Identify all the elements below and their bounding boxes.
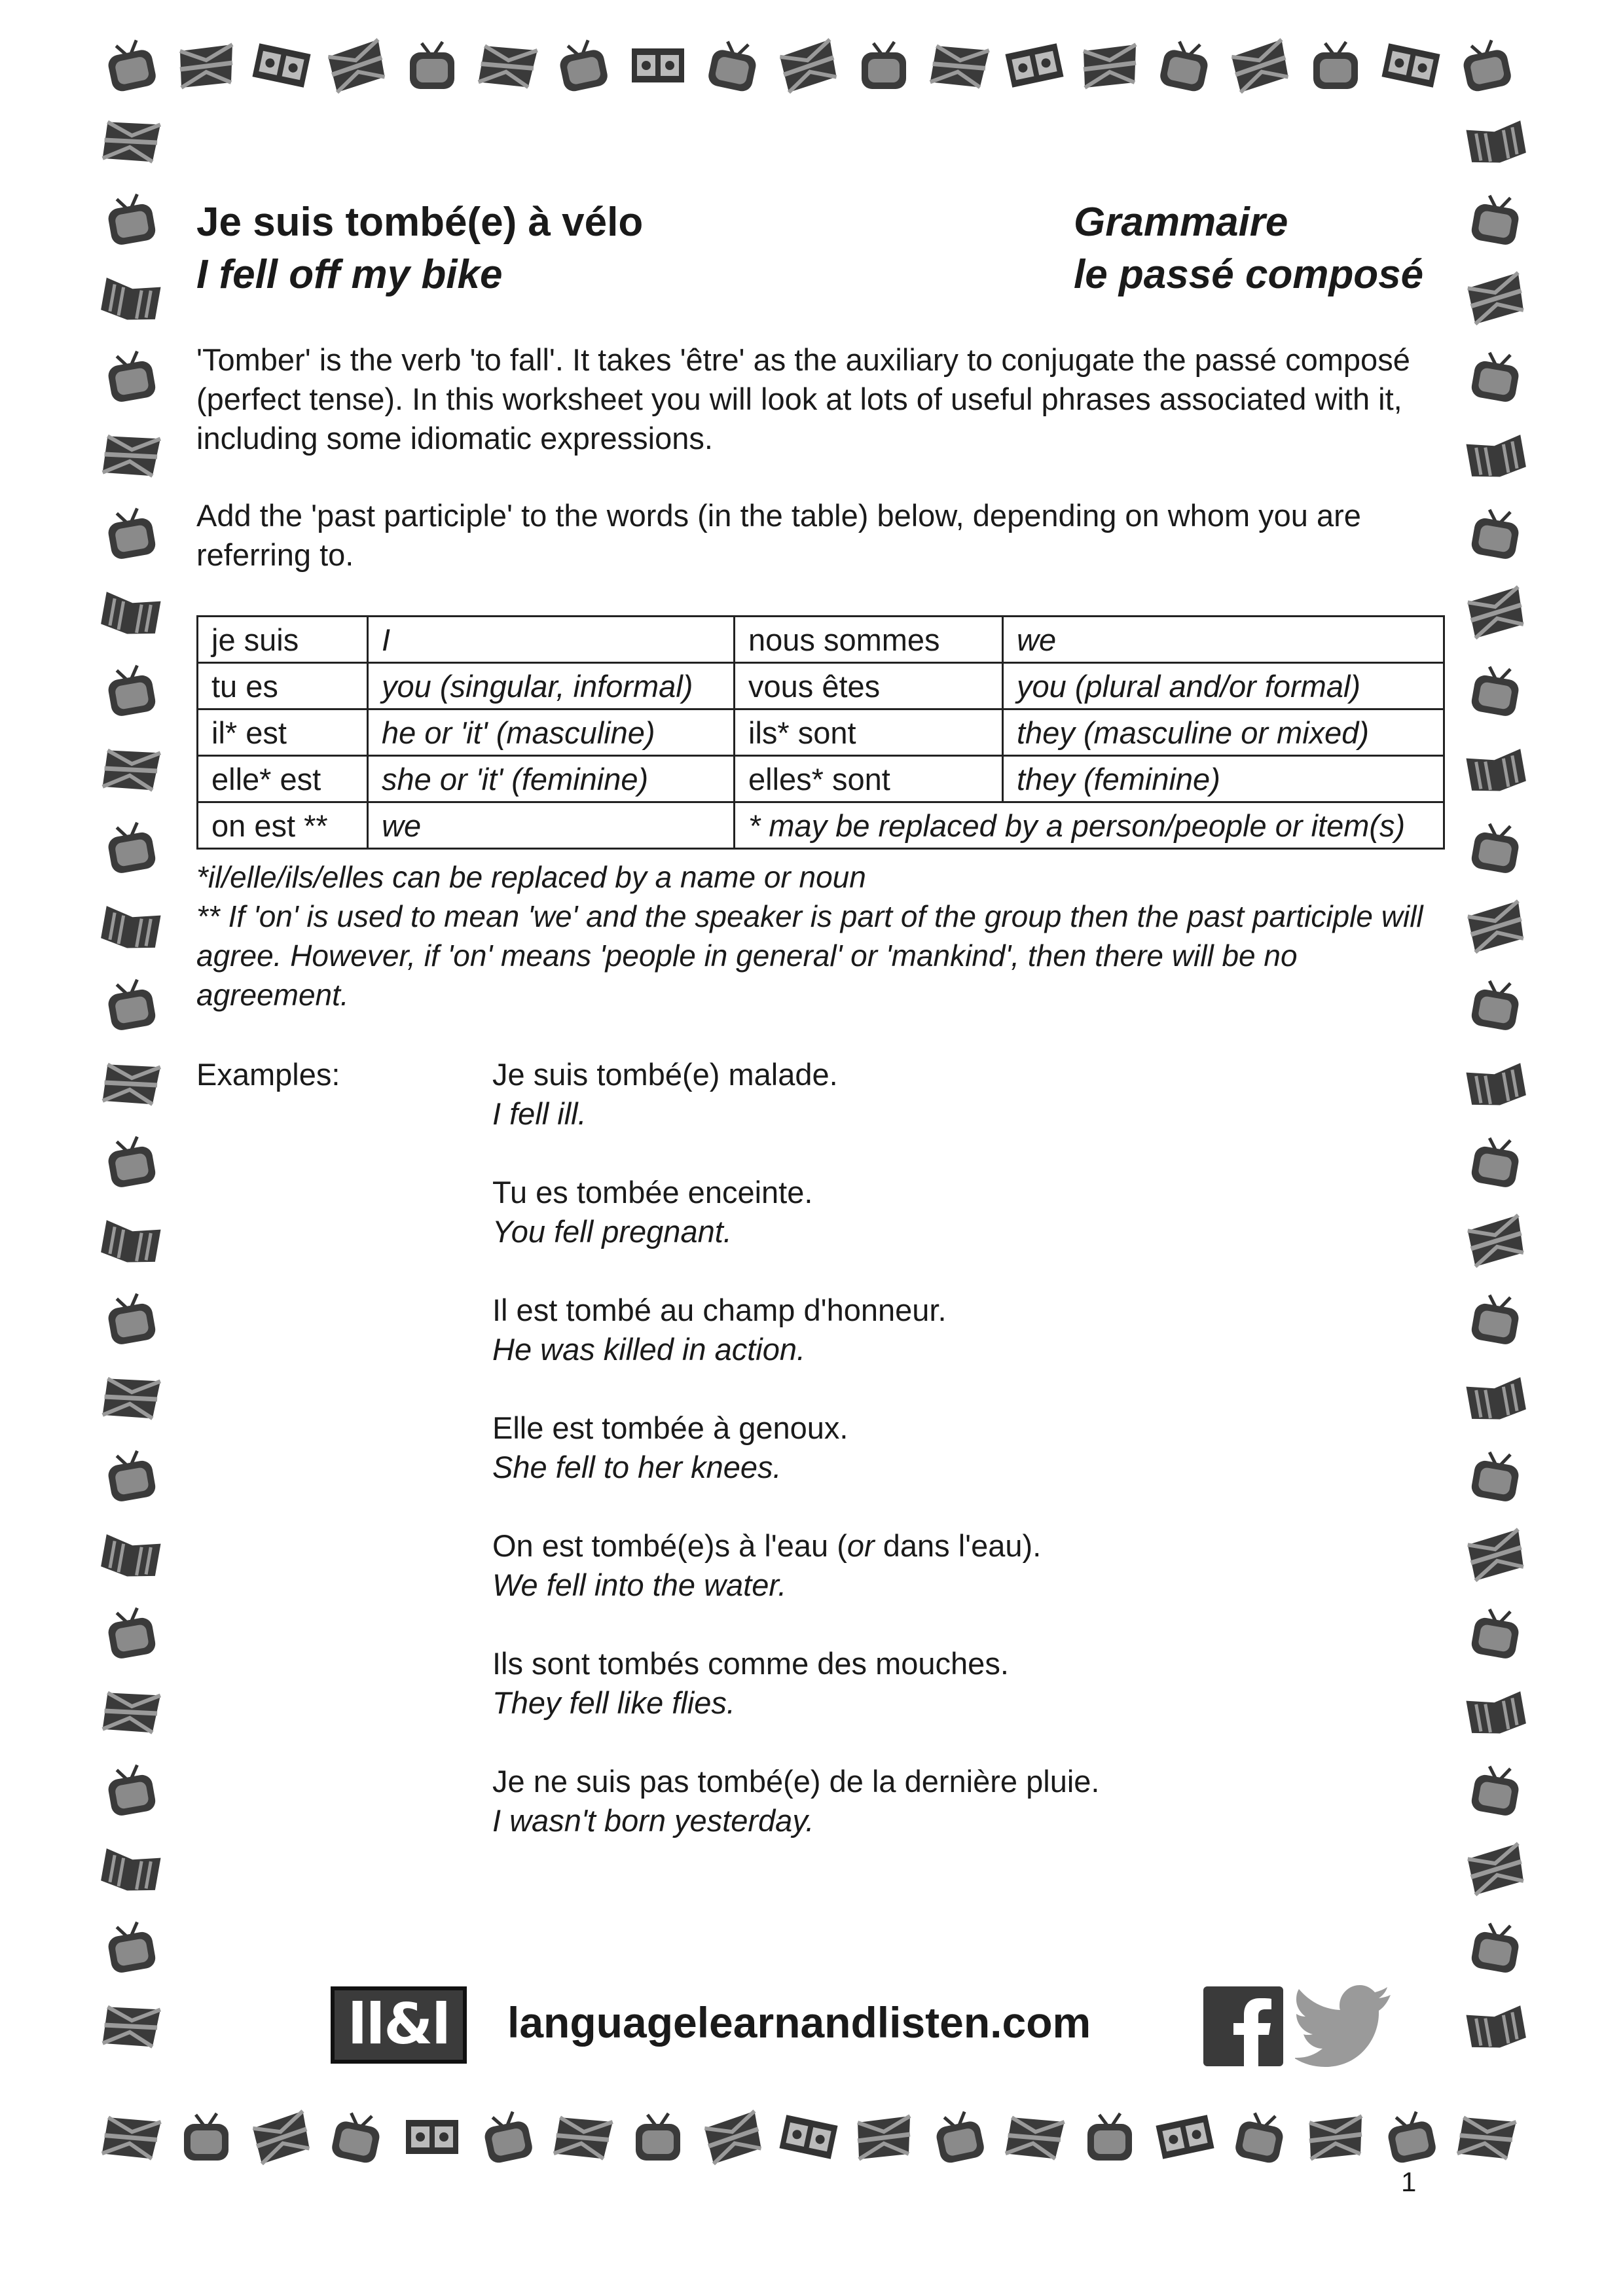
- pronoun-cell: on est **: [198, 802, 368, 849]
- translation-cell: we: [368, 802, 735, 849]
- tv-icon: [105, 978, 156, 1032]
- film-strip-icon: [1005, 43, 1063, 87]
- book-icon: [1466, 2005, 1527, 2053]
- tv-icon: [706, 38, 759, 94]
- example-english: He was killed in action.: [492, 1332, 806, 1367]
- example-french: Ils sont tombés comme des mouches.: [492, 1646, 1009, 1681]
- site-url-link[interactable]: languagelearnandlisten.com: [507, 1998, 1091, 2047]
- flag-icon: [101, 1372, 160, 1424]
- pronoun-cell: il* est: [198, 709, 368, 756]
- flag-icon: [929, 39, 989, 92]
- flag-icon: [101, 1058, 160, 1110]
- tv-icon: [1313, 42, 1358, 89]
- table-row: [198, 802, 1444, 849]
- tv-icon: [104, 38, 157, 94]
- example-french: Elle est tombée à genoux.: [492, 1410, 848, 1445]
- table-row: [198, 663, 1444, 709]
- table-row: [198, 756, 1444, 802]
- tv-icon: [1470, 1449, 1522, 1503]
- book-icon: [1466, 749, 1527, 796]
- example-item: [492, 1173, 1343, 1251]
- conjugation-table: [196, 615, 1445, 850]
- pronoun-cell: elles* sont: [735, 756, 1003, 802]
- translation-cell: we: [1003, 617, 1444, 663]
- flag-icon: [477, 39, 538, 92]
- film-strip-icon: [779, 2115, 837, 2159]
- film-strip-icon: [1156, 2115, 1214, 2159]
- title-french: Je suis tombé(e) à vélo: [196, 200, 644, 245]
- example-item: [492, 1526, 1343, 1605]
- flag-icon: [101, 2001, 160, 2053]
- flag-icon: [1456, 2111, 1516, 2164]
- tv-icon: [105, 1292, 156, 1346]
- book-icon: [100, 906, 161, 953]
- tv-icon: [105, 350, 156, 404]
- flag-icon: [1467, 1530, 1525, 1581]
- tv-icon: [1459, 38, 1512, 94]
- translation-cell: they (masculine or mixed): [1003, 709, 1444, 756]
- pronoun-cell: je suis: [198, 617, 368, 663]
- facebook-icon[interactable]: [1203, 1986, 1283, 2066]
- translation-cell: they (feminine): [1003, 756, 1444, 802]
- pronoun-cell: vous êtes: [735, 663, 1003, 709]
- pronoun-cell: nous sommes: [735, 617, 1003, 663]
- flag-icon: [251, 2111, 312, 2164]
- tv-icon: [184, 2113, 228, 2161]
- page-number: 1: [1401, 2166, 1417, 2197]
- book-icon: [1466, 435, 1527, 482]
- example-item: [492, 1644, 1343, 1723]
- tv-icon: [1384, 2109, 1437, 2165]
- tv-icon: [105, 1763, 156, 1818]
- translation-cell: he or 'it' (masculine): [368, 709, 735, 756]
- examples-label: Examples:: [196, 1057, 340, 1092]
- tv-icon: [481, 2109, 534, 2165]
- section-label: Grammaire: [1074, 200, 1288, 245]
- twitter-icon[interactable]: [1295, 1983, 1393, 2068]
- table-row: [198, 709, 1444, 756]
- pronoun-cell: ils* sont: [735, 709, 1003, 756]
- example-item: [492, 1055, 1343, 1134]
- section-topic: le passé composé: [1074, 252, 1424, 297]
- flag-icon: [101, 430, 160, 482]
- flag-icon: [101, 116, 160, 168]
- table-notes: [196, 857, 1440, 1014]
- book-icon: [100, 1534, 161, 1581]
- flag-icon: [858, 2116, 910, 2159]
- example-item: [492, 1408, 1343, 1487]
- translation-cell: you (singular, informal): [368, 663, 735, 709]
- example-french: Je suis tombé(e) malade.: [492, 1057, 838, 1092]
- tv-icon: [1233, 2109, 1286, 2165]
- example-english: You fell pregnant.: [492, 1214, 732, 1249]
- tv-icon: [556, 38, 609, 94]
- tv-icon: [932, 2109, 985, 2165]
- tv-icon: [1470, 192, 1522, 247]
- example-english: I wasn't born yesterday.: [492, 1803, 814, 1838]
- flag-icon: [1467, 273, 1525, 325]
- film-strip-icon: [252, 43, 310, 87]
- tv-icon: [330, 2109, 383, 2165]
- tv-icon: [105, 1135, 156, 1189]
- tv-icon: [1470, 1292, 1522, 1346]
- tv-icon: [1470, 507, 1522, 561]
- book-icon: [100, 278, 161, 325]
- flag-icon: [327, 39, 387, 92]
- example-french: Je ne suis pas tombé(e) de la dernière pluie.: [492, 1764, 1100, 1799]
- book-icon: [100, 1220, 161, 1267]
- example-item: [492, 1762, 1343, 1840]
- example-item: [492, 1291, 1343, 1369]
- tv-icon: [410, 42, 454, 89]
- book-icon: [100, 1848, 161, 1895]
- flag-icon: [1467, 1844, 1525, 1895]
- book-icon: [1466, 120, 1527, 168]
- flag-icon: [1004, 2111, 1065, 2164]
- example-english: She fell to her knees.: [492, 1450, 782, 1484]
- tv-icon: [105, 664, 156, 718]
- film-strip-icon: [406, 2120, 458, 2154]
- example-english: We fell into the water.: [492, 1568, 787, 1602]
- flag-icon: [1467, 587, 1525, 639]
- tv-icon: [1470, 978, 1522, 1032]
- tv-icon: [105, 1449, 156, 1503]
- tv-icon: [1158, 38, 1211, 94]
- title-english: I fell off my bike: [196, 252, 503, 297]
- example-french-or: or: [847, 1528, 875, 1563]
- flag-icon: [1467, 901, 1525, 953]
- tv-icon: [105, 192, 156, 247]
- tv-icon: [1470, 1920, 1522, 1975]
- translation-cell: you (plural and/or formal): [1003, 663, 1444, 709]
- example-french-part: dans l'eau).: [874, 1528, 1042, 1563]
- translation-cell: she or 'it' (feminine): [368, 756, 735, 802]
- film-strip-icon: [1381, 43, 1440, 87]
- site-logo: ll&l: [331, 1986, 467, 2064]
- example-french: [492, 1526, 1343, 1566]
- book-icon: [1466, 1377, 1527, 1424]
- example-english: They fell like flies.: [492, 1685, 735, 1720]
- tv-icon: [105, 507, 156, 561]
- flag-icon: [553, 2111, 613, 2164]
- table-footnote-cell: * may be replaced by a person/people or item(s): [735, 802, 1444, 849]
- tv-icon: [636, 2113, 680, 2161]
- note-noun-replacement: *il/elle/ils/elles can be replaced by a name or noun: [196, 860, 866, 894]
- example-french: Il est tombé au champ d'honneur.: [492, 1293, 947, 1327]
- flag-icon: [1309, 2116, 1362, 2159]
- flag-icon: [1230, 39, 1290, 92]
- note-on-agreement: ** If 'on' is used to mean 'we' and the speaker is part of the group then the past participle will agree. However, if 'on' means 'people in general' or 'mankind', then there will be no agreement.: [196, 899, 1423, 1012]
- film-strip-icon: [632, 48, 684, 82]
- pronoun-cell: elle* est: [198, 756, 368, 802]
- example-french: Tu es tombée enceinte.: [492, 1175, 813, 1210]
- tv-icon: [1470, 664, 1522, 718]
- tv-icon: [1470, 1135, 1522, 1189]
- tv-icon: [105, 1920, 156, 1975]
- book-icon: [1466, 1691, 1527, 1738]
- example-english: I fell ill.: [492, 1096, 587, 1131]
- flag-icon: [1084, 45, 1136, 88]
- tv-icon: [1470, 1606, 1522, 1660]
- flag-icon: [101, 744, 160, 796]
- book-icon: [100, 592, 161, 639]
- tv-icon: [1470, 350, 1522, 404]
- flag-icon: [180, 45, 232, 88]
- intro-paragraph: 'Tomber' is the verb 'to fall'. It takes 'être' as the auxiliary to conjugate the passé composé (perfect tense). In this worksheet you will look at lots of useful phrases associated with it, including some idiomatic expressions.: [196, 342, 1410, 456]
- table-row: [198, 617, 1444, 663]
- tv-icon: [105, 821, 156, 875]
- flag-icon: [101, 2111, 161, 2164]
- book-icon: [1466, 1063, 1527, 1110]
- tv-icon: [105, 1606, 156, 1660]
- instruction-paragraph: Add the 'past participle' to the words (in the table) below, depending on whom you are referring to.: [196, 498, 1361, 572]
- tv-icon: [1470, 821, 1522, 875]
- pronoun-cell: tu es: [198, 663, 368, 709]
- tv-icon: [862, 42, 906, 89]
- flag-icon: [101, 1687, 160, 1738]
- flag-icon: [703, 2111, 763, 2164]
- translation-cell: I: [368, 617, 735, 663]
- tv-icon: [1470, 1763, 1522, 1818]
- flag-icon: [778, 39, 839, 92]
- example-french-part: On est tombé(e)s à l'eau (: [492, 1528, 847, 1563]
- flag-icon: [1467, 1215, 1525, 1267]
- tv-icon: [1087, 2113, 1132, 2161]
